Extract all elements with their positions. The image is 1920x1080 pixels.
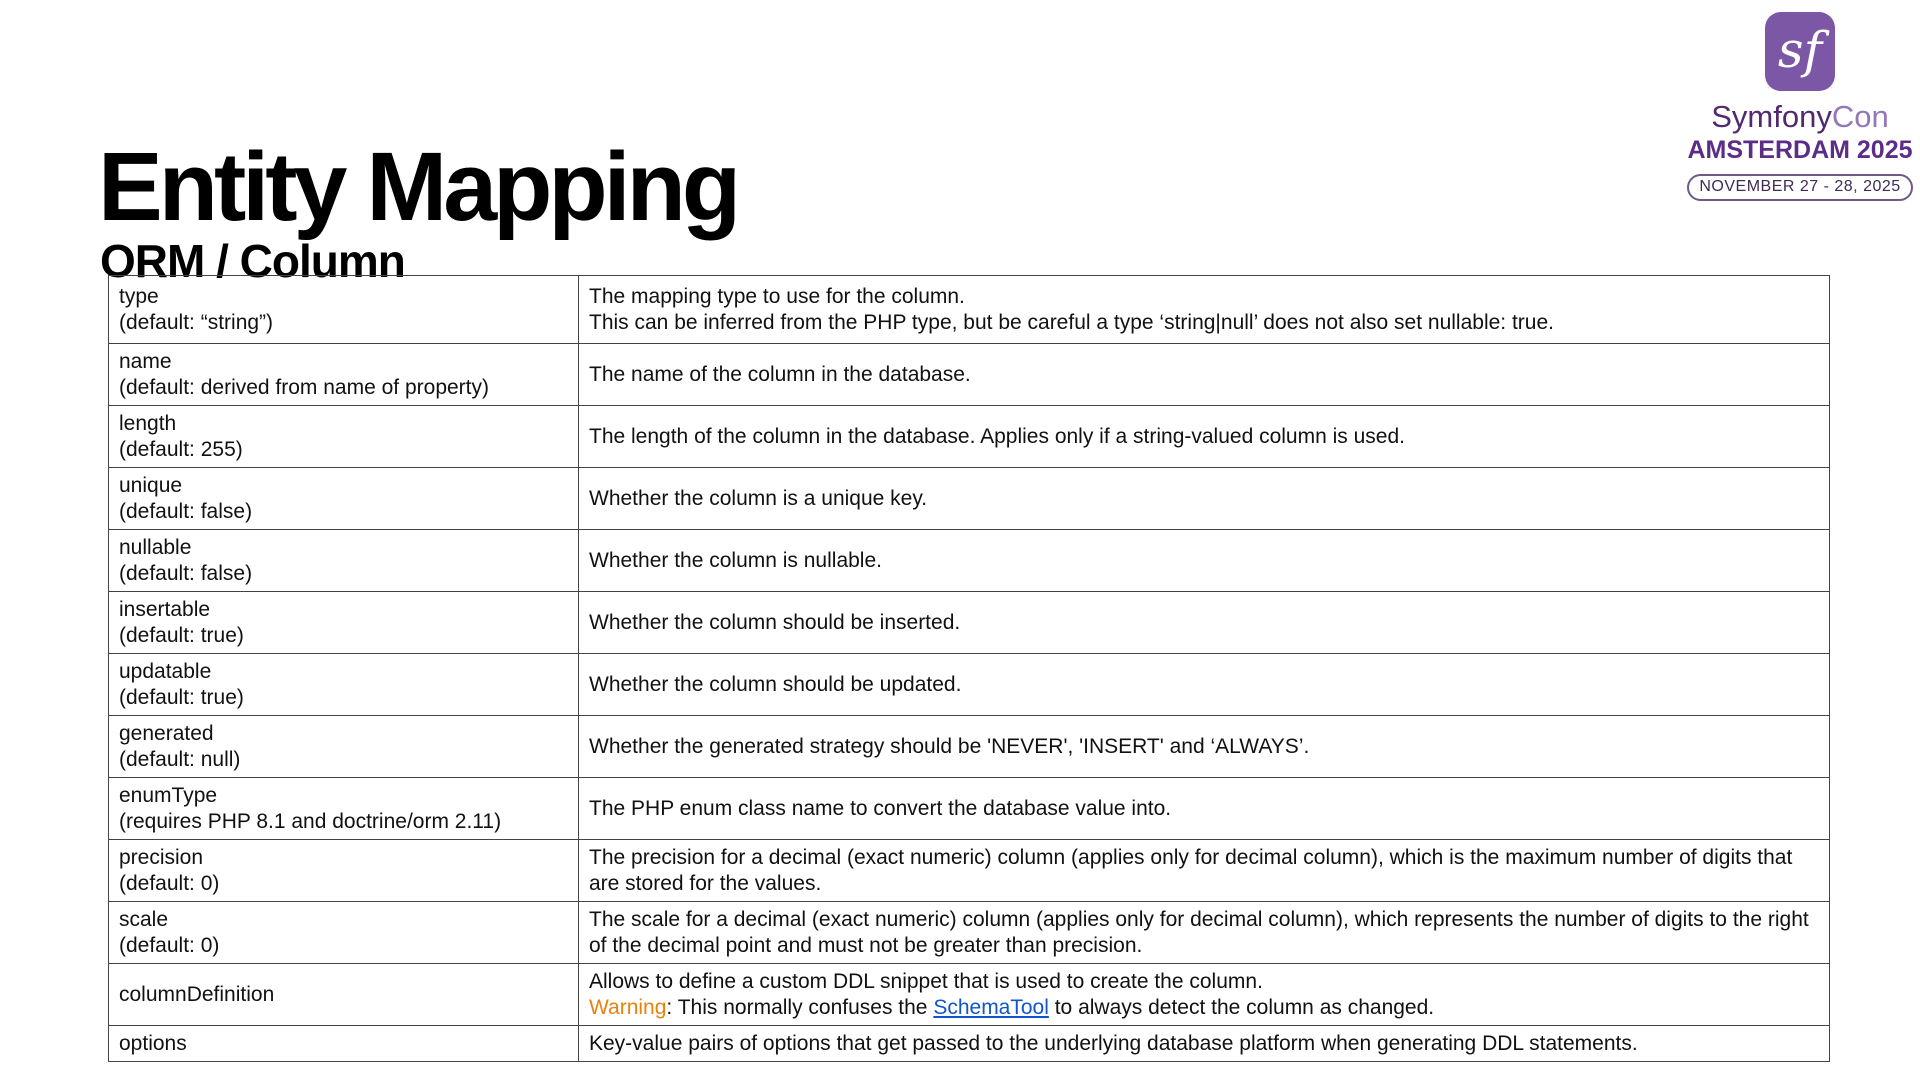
table-row	[109, 840, 1830, 902]
option-cell	[109, 716, 579, 778]
description-cell	[579, 778, 1830, 840]
description-cell	[579, 530, 1830, 592]
description-line: Whether the column is a unique key.	[589, 486, 928, 510]
option-cell	[109, 468, 579, 530]
description-line: This can be inferred from the PHP type, but be careful a type ‘string|null’ does not also set nullable: true.	[589, 310, 1554, 334]
option-cell	[109, 592, 579, 654]
option-name: insertable	[119, 597, 211, 621]
logo-brand-name	[1711, 99, 1888, 135]
table-row	[109, 716, 1830, 778]
option-default-note: (default: derived from name of property)	[119, 375, 490, 399]
table-row	[109, 530, 1830, 592]
option-cell	[109, 840, 579, 902]
schematool-link[interactable]: SchemaTool	[933, 995, 1049, 1019]
description-line: The PHP enum class name to convert the database value into.	[589, 796, 1172, 820]
logo-brand-secondary: Con	[1831, 99, 1889, 134]
option-name: scale	[119, 907, 169, 931]
option-cell	[109, 1026, 579, 1062]
option-cell	[109, 964, 579, 1026]
option-name: name	[119, 349, 172, 373]
sf-monogram: sf	[1777, 20, 1823, 79]
table-row	[109, 1026, 1830, 1062]
option-default-note: (default: false)	[119, 561, 253, 585]
description-line: Whether the column should be updated.	[589, 672, 962, 696]
description-cell	[579, 276, 1830, 344]
option-cell	[109, 778, 579, 840]
option-name: columnDefinition	[119, 982, 275, 1006]
table-row	[109, 902, 1830, 964]
table-row	[109, 276, 1830, 344]
description-line: The length of the column in the database. Applies only if a string-valued column is used.	[589, 424, 1405, 448]
option-default-note: (default: 0)	[119, 871, 220, 895]
description-line: Allows to define a custom DDL snippet that is used to create the column.	[589, 969, 1263, 993]
symfony-sf-icon	[1765, 12, 1835, 91]
table-row	[109, 468, 1830, 530]
description-cell	[579, 902, 1830, 964]
description-cell	[579, 964, 1830, 1026]
option-name: updatable	[119, 659, 212, 683]
option-name: unique	[119, 473, 183, 497]
option-cell	[109, 902, 579, 964]
option-cell	[109, 276, 579, 344]
option-default-note: (default: null)	[119, 747, 241, 771]
symfonycon-logo	[1688, 12, 1912, 201]
option-cell	[109, 344, 579, 406]
option-cell	[109, 654, 579, 716]
description-text: : This normally confuses the	[666, 995, 934, 1019]
table-row	[109, 592, 1830, 654]
option-name: enumType	[119, 783, 218, 807]
table-row	[109, 406, 1830, 468]
option-name: type	[119, 284, 159, 308]
description-line: Whether the generated strategy should be 'NEVER', 'INSERT' and ‘ALWAYS’.	[589, 734, 1310, 758]
option-cell	[109, 530, 579, 592]
logo-event-name: AMSTERDAM 2025	[1687, 136, 1913, 164]
logo-event-dates: NOVEMBER 27 - 28, 2025	[1687, 174, 1912, 201]
page-title: Entity Mapping	[98, 131, 738, 241]
option-default-note: (default: true)	[119, 685, 244, 709]
description-line	[589, 995, 1819, 1021]
description-line: Whether the column is nullable.	[589, 548, 882, 572]
description-cell	[579, 406, 1830, 468]
description-cell	[579, 840, 1830, 902]
orm-column-options-table	[108, 275, 1830, 1062]
description-cell	[579, 592, 1830, 654]
option-name: nullable	[119, 535, 192, 559]
description-cell	[579, 1026, 1830, 1062]
description-cell	[579, 654, 1830, 716]
description-cell	[579, 716, 1830, 778]
description-cell	[579, 468, 1830, 530]
description-line: The scale for a decimal (exact numeric) column (applies only for decimal column), which represents the number of digits to the right of the decimal point and must not be greater than precision.	[589, 907, 1809, 957]
option-name: precision	[119, 845, 204, 869]
description-line: Whether the column should be inserted.	[589, 610, 961, 634]
table-row	[109, 654, 1830, 716]
logo-brand-primary: Symfony	[1711, 99, 1832, 134]
page-subtitle: ORM / Column	[100, 235, 405, 288]
description-cell	[579, 344, 1830, 406]
description-line: Key-value pairs of options that get passed to the underlying database platform when generating DDL statements.	[589, 1031, 1638, 1055]
table-row	[109, 964, 1830, 1026]
option-default-note: (default: 0)	[119, 933, 220, 957]
description-line: The name of the column in the database.	[589, 362, 971, 386]
table-row	[109, 778, 1830, 840]
option-name: options	[119, 1031, 187, 1055]
description-line: The precision for a decimal (exact numeric) column (applies only for decimal column), which is the maximum number of digits that are stored for the values.	[589, 845, 1793, 895]
option-default-note: (default: false)	[119, 499, 253, 523]
warning-label: Warning	[589, 995, 667, 1019]
option-default-note: (default: 255)	[119, 437, 243, 461]
description-line: The mapping type to use for the column.	[589, 284, 965, 308]
description-text: to always detect the column as changed.	[1048, 995, 1435, 1019]
table-row	[109, 344, 1830, 406]
option-name: generated	[119, 721, 214, 745]
option-default-note: (requires PHP 8.1 and doctrine/orm 2.11)	[119, 809, 502, 833]
option-name: length	[119, 411, 177, 435]
option-default-note: (default: true)	[119, 623, 244, 647]
option-cell	[109, 406, 579, 468]
option-default-note: (default: “string”)	[119, 310, 274, 334]
